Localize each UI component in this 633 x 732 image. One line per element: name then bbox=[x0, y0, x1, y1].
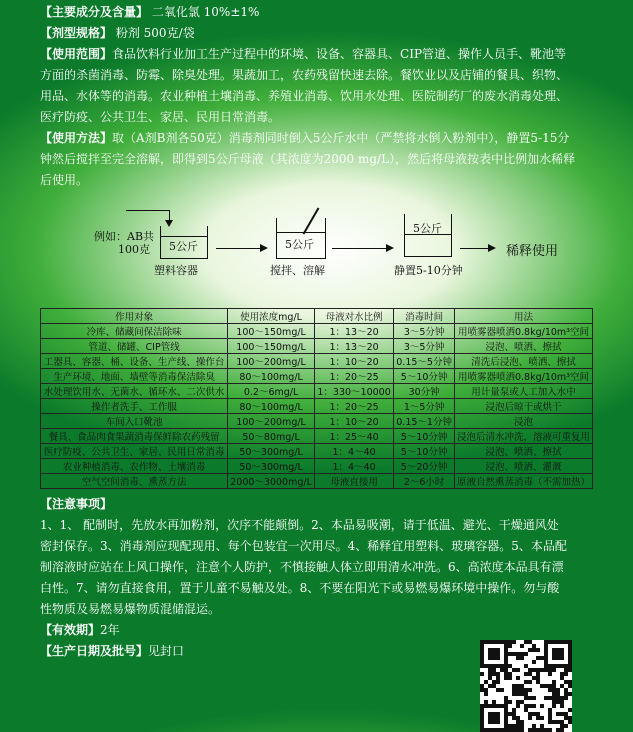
cell-target: 水处理饮用水、无菌水、循环水、二次供水 bbox=[41, 384, 228, 399]
header-time: 消毒时间 bbox=[394, 309, 455, 324]
cell-concentration: 100～200mg/L bbox=[228, 354, 315, 369]
cell-usage: 原液自然熏蒸消毒（不需加热） bbox=[454, 474, 592, 489]
example-amount: 100克 bbox=[118, 243, 150, 256]
method-line-3: 后使用。 bbox=[40, 173, 89, 187]
scope-label: 【使用范围】 bbox=[40, 47, 113, 61]
cell-ratio: 母液直接用 bbox=[314, 474, 393, 489]
cell-concentration: 80～100mg/L bbox=[228, 399, 315, 414]
cell-concentration: 80～100mg/L bbox=[228, 369, 315, 384]
notes-line-1: 1、1、 配制时，先放水再加粉剂，次序不能颠倒。2、本品易吸潮，请于低温、避光、干燥通风处 bbox=[40, 518, 559, 532]
example-text bbox=[94, 230, 154, 256]
cell-ratio: 1：4～40 bbox=[314, 459, 393, 474]
cell-time: 3～5分钟 bbox=[394, 324, 455, 339]
cell-usage: 用计量泵或人工加入水中 bbox=[454, 384, 592, 399]
batch-label: 【生产日期及批号】 bbox=[40, 644, 149, 658]
cell-usage: 浸泡、喷洒、擦拭 bbox=[454, 444, 592, 459]
table-header-row bbox=[41, 309, 593, 324]
example-label: 例如：AB共 bbox=[94, 230, 155, 243]
beaker-2-caption: 搅拌、溶解 bbox=[270, 264, 325, 277]
cell-ratio: 1：13～20 bbox=[314, 324, 393, 339]
cell-ratio: 1：330～10000 bbox=[314, 384, 393, 399]
cell-usage: 浸泡、喷洒、灌溉 bbox=[454, 459, 592, 474]
table-row bbox=[41, 384, 593, 399]
cell-target: 空气空间消毒、熏蒸方法 bbox=[41, 474, 228, 489]
cell-concentration: 50～80mg/L bbox=[228, 429, 315, 444]
table-row bbox=[41, 339, 593, 354]
header-usage: 用法 bbox=[454, 309, 592, 324]
scope-line-4: 医疗防疫、公共卫生、家居、民用日常消毒。 bbox=[40, 110, 281, 124]
cell-ratio: 1：25～40 bbox=[314, 429, 393, 444]
table-row bbox=[41, 414, 593, 429]
method-line-1: 取（A剂B剂各50克）消毒剂同时倒入5公斤水中（严禁将水倒入粉剂中），静置5-15分 bbox=[112, 131, 570, 145]
beaker-1 bbox=[160, 226, 208, 259]
beaker-2-level bbox=[277, 232, 325, 233]
cell-ratio: 1：13～20 bbox=[314, 339, 393, 354]
beaker-3-caption: 静置5-10分钟 bbox=[394, 264, 463, 277]
cell-time: 5～20分钟 bbox=[394, 459, 455, 474]
method-label: 【使用方法】 bbox=[40, 131, 113, 145]
table-row bbox=[41, 369, 593, 384]
cell-concentration: 50～300mg/L bbox=[228, 444, 315, 459]
cell-usage: 浸泡后清水冲洗，溶液可重复用 bbox=[454, 429, 592, 444]
validity-value: 2年 bbox=[100, 623, 120, 637]
header-target: 作用对象 bbox=[41, 309, 228, 324]
cell-time: 3～5分钟 bbox=[394, 339, 455, 354]
cell-concentration: 100～150mg/L bbox=[228, 324, 315, 339]
spec-value: 粉剂 500克/袋 bbox=[115, 26, 195, 40]
cell-target: 农业种植消毒、农作物、土壤消毒 bbox=[41, 459, 228, 474]
arrow-2-icon bbox=[332, 248, 392, 249]
notes-label: 【注意事项】 bbox=[40, 497, 113, 511]
spec-row bbox=[40, 23, 625, 44]
preparation-diagram bbox=[88, 196, 588, 286]
method-row bbox=[40, 128, 625, 191]
cell-time: 0.15～1分钟 bbox=[394, 414, 455, 429]
cell-ratio: 1：10～20 bbox=[314, 354, 393, 369]
qr-code-icon bbox=[480, 640, 572, 732]
beaker-1-caption: 塑料容器 bbox=[154, 264, 198, 277]
cell-usage: 清洗后浸泡、喷洒、擦拭 bbox=[454, 354, 592, 369]
arrow-1-icon bbox=[216, 248, 266, 249]
notes-line-5: 性物质及易燃易爆物质混储混运。 bbox=[40, 602, 221, 616]
table-row bbox=[41, 324, 593, 339]
final-label: 稀释使用 bbox=[506, 244, 559, 259]
scope-line-1: 食品饮料行业加工生产过程中的环境、设备、容器具、CIP管道、操作人员手、靴池等 bbox=[112, 47, 567, 61]
table-row bbox=[41, 444, 593, 459]
header-ratio: 母液对水比例 bbox=[314, 309, 393, 324]
notes-line-2: 密封保存。3、消毒剂应现配现用、每个包装宜一次用尽。4、稀释宜用塑料、玻璃容器。5、本品配 bbox=[40, 539, 567, 553]
ingredients-row bbox=[40, 2, 625, 23]
beaker-3-text: 5公斤 bbox=[413, 222, 442, 235]
method-line-2: 钟然后搅拌至完全溶解，即得到5公斤母液（其浓度为2000 mg/L），然后将母液按表中比例加水稀释 bbox=[40, 152, 576, 166]
table-row bbox=[41, 459, 593, 474]
cell-concentration: 0.2～6mg/L bbox=[228, 384, 315, 399]
arrow-3-icon bbox=[460, 248, 494, 249]
cell-time: 30分钟 bbox=[394, 384, 455, 399]
cell-concentration: 2000～3000mg/L bbox=[228, 474, 315, 489]
cell-target: 冷库、储藏间保洁除味 bbox=[41, 324, 228, 339]
beaker-1-level bbox=[161, 236, 207, 237]
cell-time: 5～10分钟 bbox=[394, 444, 455, 459]
notes-line-4: 白性。7、请勿直接食用，置于儿童不易触及处。8、不要在阳光下或易燃易爆环境中操作。勿与酸 bbox=[40, 581, 560, 595]
beaker-1-text: 5公斤 bbox=[169, 240, 198, 253]
product-info bbox=[40, 2, 625, 191]
scope-row bbox=[40, 44, 625, 128]
cell-target: 医疗防疫、公共卫生、家居、民用日常消毒 bbox=[41, 444, 228, 459]
table-row bbox=[41, 474, 593, 489]
cell-target: 餐具、食品肉食果蔬消毒保鲜除农药残留 bbox=[41, 429, 228, 444]
validity-row bbox=[40, 620, 625, 641]
beaker-3 bbox=[404, 214, 452, 257]
cell-target: 管道、储罐、CIP管线 bbox=[41, 339, 228, 354]
cell-target: 车间入口靴池 bbox=[41, 414, 228, 429]
batch-value: 见封口 bbox=[148, 644, 185, 658]
cell-concentration: 50～300mg/L bbox=[228, 459, 315, 474]
cell-ratio: 1：20～25 bbox=[314, 369, 393, 384]
header-concentration: 使用浓度mg/L bbox=[228, 309, 315, 324]
notes-line-3: 制溶液时应站在上风口操作，注意个人防护，不慎接触人体立即用清水冲洗。6、高浓度本品具有漂 bbox=[40, 560, 564, 574]
cell-usage: 浸泡、喷洒、擦拭 bbox=[454, 339, 592, 354]
cell-target: 工器具、容器、桶、设备、生产线、操作台 bbox=[41, 354, 228, 369]
table-row bbox=[41, 429, 593, 444]
cell-target: 操作者洗手、工作服 bbox=[41, 399, 228, 414]
table-row bbox=[41, 354, 593, 369]
cell-time: 1～5分钟 bbox=[394, 399, 455, 414]
cell-time: 5～10分钟 bbox=[394, 429, 455, 444]
scope-line-3: 用品、水体等的消毒。农业种植土壤消毒、养殖业消毒、饮用水处理、医院制药厂的废水消毒处理、 bbox=[40, 89, 569, 103]
scope-line-2: 方面的杀菌消毒、防霉、除臭处理。果蔬加工，农药残留快速去除。餐饮业以及店铺的餐具、织物、 bbox=[40, 68, 569, 82]
cell-usage: 浸泡 bbox=[454, 414, 592, 429]
usage-table bbox=[40, 308, 593, 489]
cell-ratio: 1：20～25 bbox=[314, 399, 393, 414]
beaker-2-text: 5公斤 bbox=[285, 238, 314, 251]
cell-time: 2～6小时 bbox=[394, 474, 455, 489]
validity-label: 【有效期】 bbox=[40, 623, 101, 637]
spec-label: 【剂型规格】 bbox=[40, 26, 113, 40]
cell-concentration: 100～200mg/L bbox=[228, 414, 315, 429]
cell-usage: 用喷雾器喷洒0.8kg/10m³空间 bbox=[454, 324, 592, 339]
notes-body bbox=[40, 515, 625, 620]
table-row bbox=[41, 399, 593, 414]
cell-usage: 用喷雾器喷洒0.8kg/10m³空间 bbox=[454, 369, 592, 384]
beaker-2 bbox=[276, 218, 326, 259]
cell-time: 0.15～5分钟 bbox=[394, 354, 455, 369]
notes-section bbox=[40, 494, 625, 662]
cell-ratio: 1：4～40 bbox=[314, 444, 393, 459]
cell-time: 5～10分钟 bbox=[394, 369, 455, 384]
cell-target: 生产环境、地面、墙壁等消毒保洁除臭 bbox=[41, 369, 228, 384]
cell-usage: 浸泡后晾干或烘干 bbox=[454, 399, 592, 414]
cell-ratio: 1：10～20 bbox=[314, 414, 393, 429]
pour-line bbox=[126, 210, 170, 211]
ingredients-label: 【主要成分及含量】 bbox=[40, 5, 149, 19]
ingredients-value: 二氧化氯 10%±1% bbox=[151, 5, 260, 19]
cell-concentration: 100～150mg/L bbox=[228, 339, 315, 354]
